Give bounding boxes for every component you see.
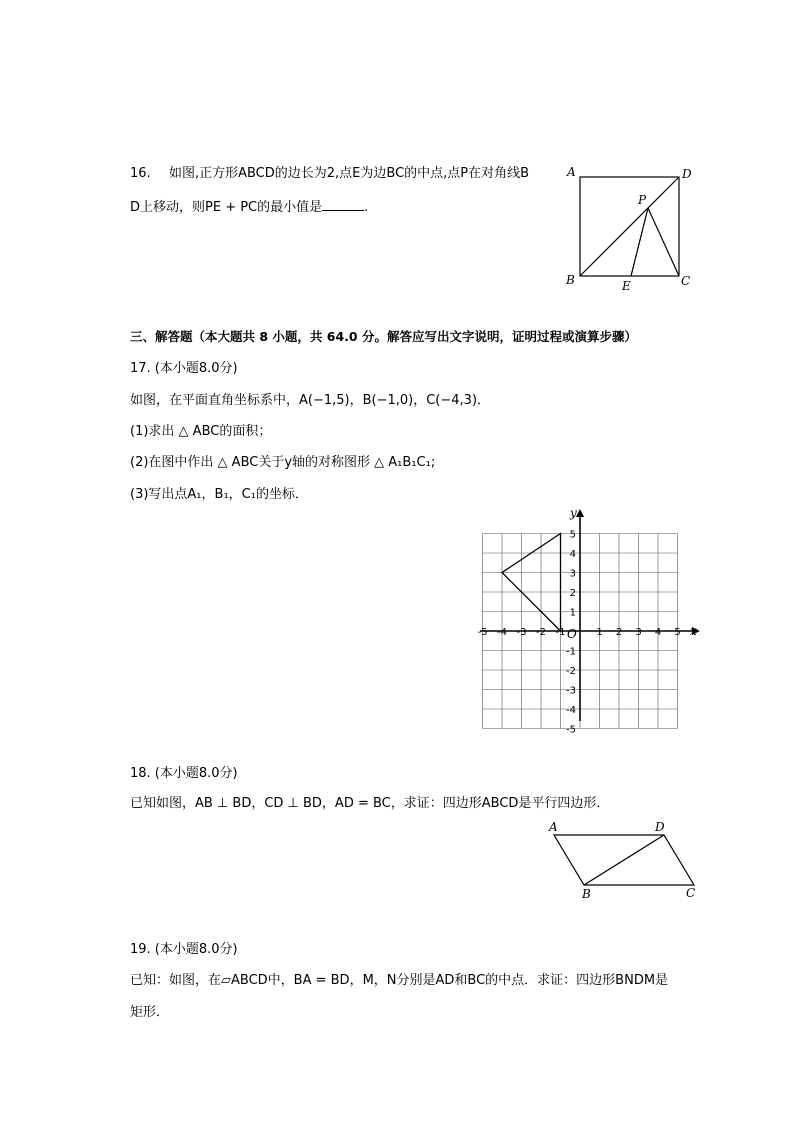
q19-line1: 已知：如图，在▱ABCD中，BA = BD，M，N分别是AD和BC的中点．求证：四边形BNDM是 <box>130 973 669 988</box>
x-axis-label: x <box>690 624 697 638</box>
q18-text: 已知如图，AB ⊥ BD，CD ⊥ BD，AD = BC，求证：四边形ABCD是平行四边形． <box>130 796 610 811</box>
q17-header: 17. (本小题8.0分) <box>130 361 238 376</box>
x-tick-label: -1 <box>555 627 566 638</box>
q17-intro: 如图，在平面直角坐标系中，A(−1,5)，B(−1,0)，C(−4,3)． <box>130 393 491 408</box>
y-axis-label: y <box>570 506 577 520</box>
label-a: A <box>549 820 558 834</box>
label-b: B <box>566 273 575 287</box>
y-tick-label: 4 <box>569 549 576 560</box>
q17-part3: (3)写出点A₁，B₁，C₁的坐标． <box>130 487 308 502</box>
q16-square-figure <box>560 160 710 295</box>
y-tick-label: -5 <box>566 724 576 736</box>
y-tick-label: -2 <box>566 666 576 677</box>
q17-part1: (1)求出 △ ABC的面积； <box>130 424 272 439</box>
x-tick-label: 5 <box>674 627 681 638</box>
y-axis-arrow <box>576 509 584 517</box>
q18-parallelogram-figure <box>540 818 710 908</box>
q16-number: 16. <box>130 166 151 181</box>
x-tick-label: -4 <box>497 627 507 638</box>
y-tick-label: 2 <box>569 588 576 599</box>
x-tick-label: -3 <box>516 627 527 638</box>
label-c: C <box>686 886 696 900</box>
q19-header: 19. (本小题8.0分) <box>130 942 238 957</box>
label-a: A <box>567 165 576 179</box>
x-tick-label: 2 <box>615 627 623 638</box>
x-tick-label: 3 <box>635 627 642 638</box>
q19-line2: 矩形． <box>130 1005 170 1020</box>
label-e: E <box>622 279 631 293</box>
q16-line2 <box>130 198 368 217</box>
triangle-abc <box>502 534 561 632</box>
segment-pc <box>648 208 679 276</box>
x-tick-label: -2 <box>536 627 546 638</box>
x-tick-label: -5 <box>477 627 488 638</box>
y-tick-label: -1 <box>566 646 576 658</box>
q17-part2: (2)在图中作出 △ ABC关于y轴的对称图形 △ A₁B₁C₁; <box>130 455 436 470</box>
q16-text-line1: 如图,正方形ABCD的边长为2,点E为边BC的中点,点P在对角线B <box>168 166 530 181</box>
label-c: C <box>681 274 691 288</box>
y-tick-label: -4 <box>566 705 576 716</box>
origin-label: O <box>567 627 577 641</box>
q18-header: 18. (本小题8.0分) <box>130 766 238 781</box>
label-b: B <box>582 887 591 901</box>
label-d: D <box>655 820 665 834</box>
y-tick-label: -3 <box>566 685 576 697</box>
label-p: P <box>638 193 647 207</box>
diagonal-bd <box>580 177 679 276</box>
q16-text-line2: D上移动，则PE + PC的最小值是 <box>130 200 323 215</box>
section3-heading: 三、解答题（本大题共 8 小题，共 64.0 分。解答应写出文字说明，证明过程或演算步骤） <box>130 329 637 344</box>
x-tick-label: 1 <box>596 627 603 638</box>
y-tick-label: 1 <box>569 607 576 619</box>
label-d: D <box>682 167 692 181</box>
q17-coordinate-grid <box>470 505 710 735</box>
x-tick-label: 4 <box>654 627 662 638</box>
y-tick-label: 5 <box>569 529 576 541</box>
q16-answer-blank <box>322 198 364 211</box>
y-tick-label: 3 <box>569 568 576 580</box>
q16-line1 <box>130 165 529 183</box>
q16-text-period: . <box>364 200 369 215</box>
segment-pe <box>631 208 648 276</box>
diagonal-bd <box>584 835 664 885</box>
